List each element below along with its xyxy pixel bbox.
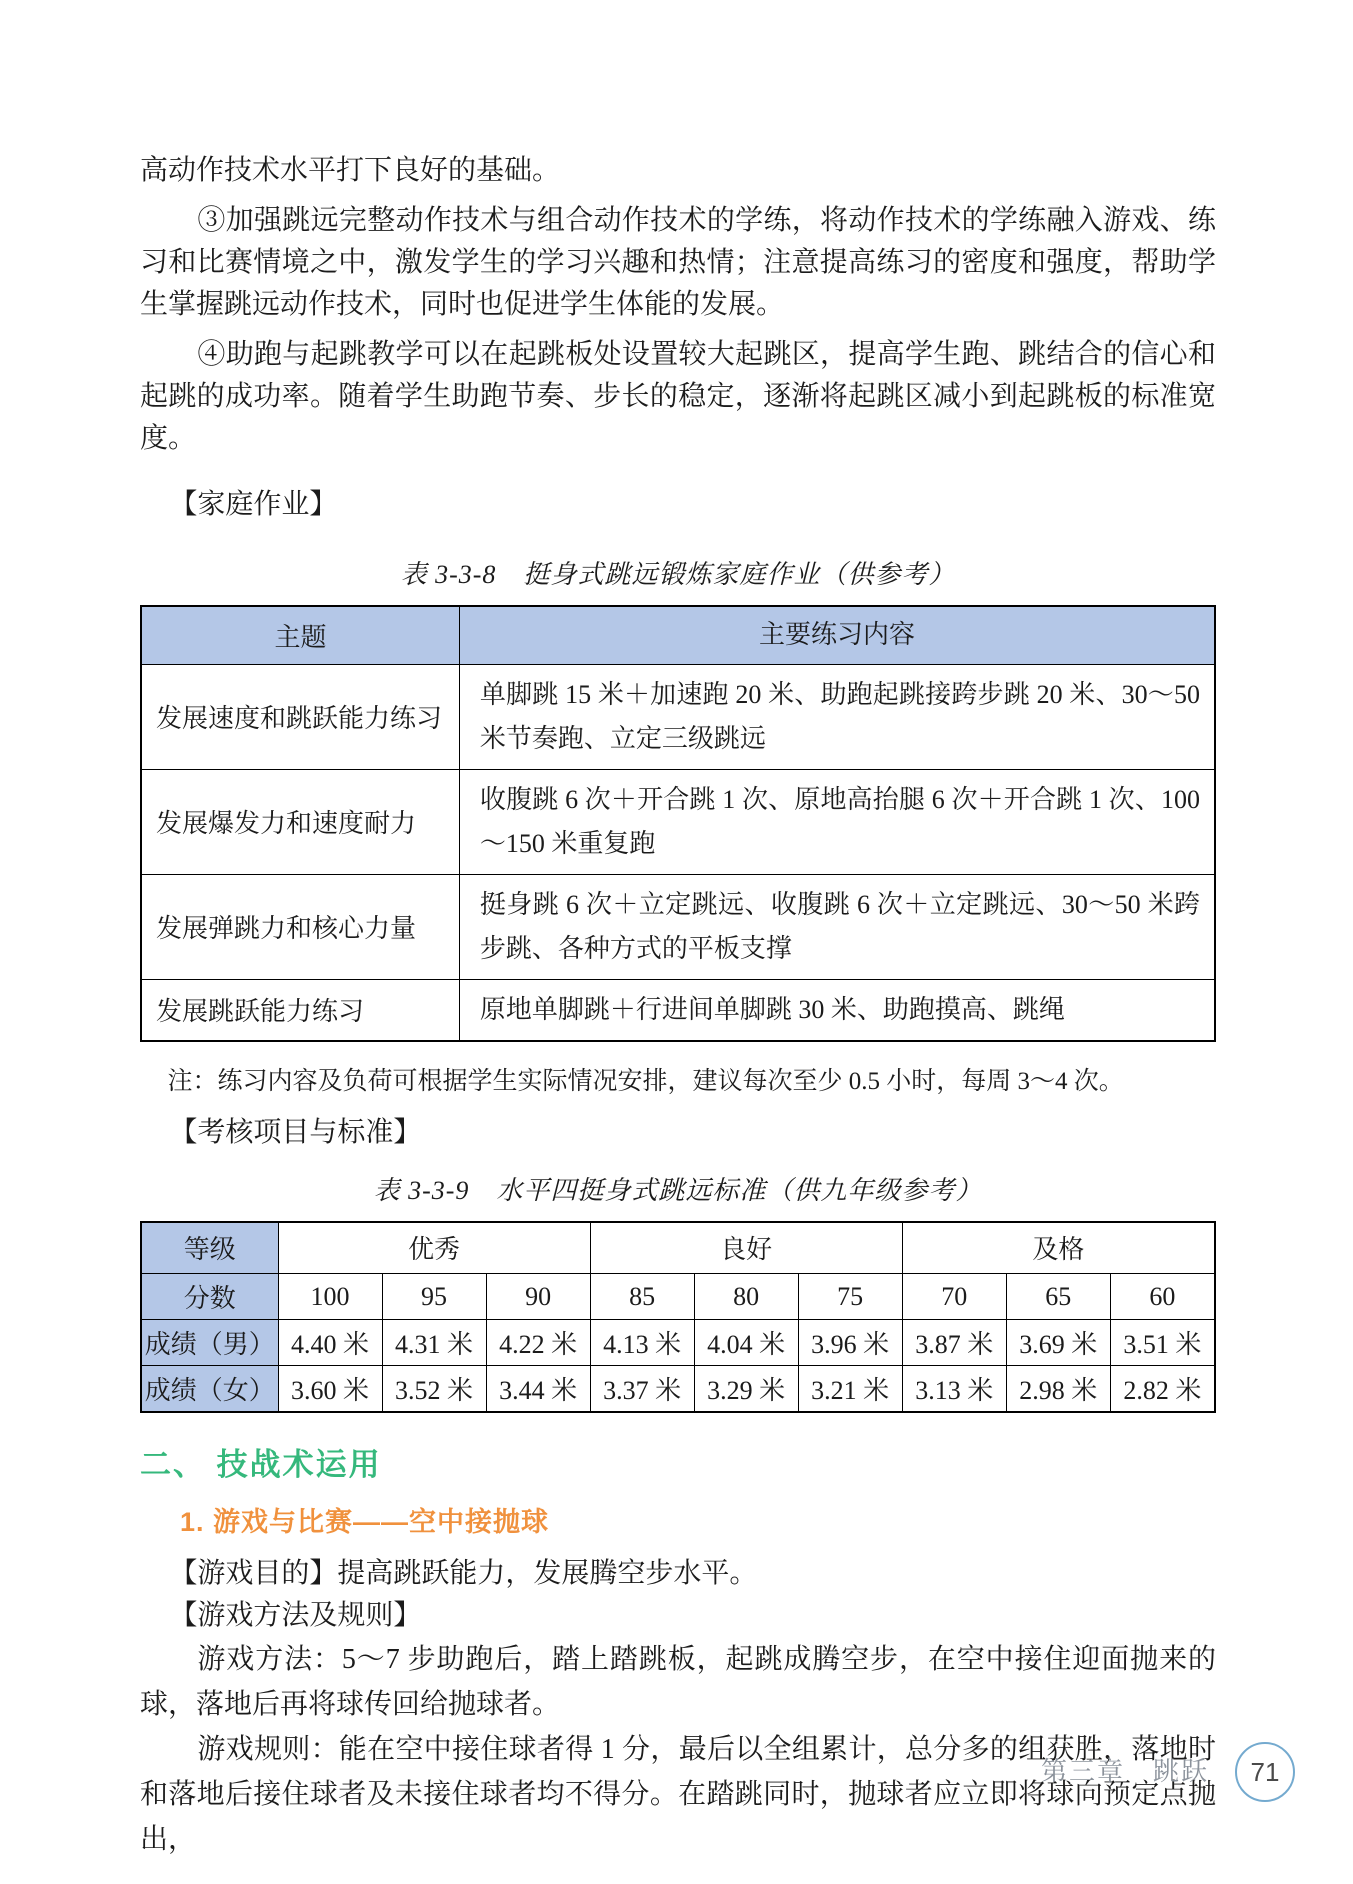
result-cell: 2.98 米 xyxy=(1006,1366,1110,1412)
result-cell: 4.22 米 xyxy=(486,1320,590,1366)
result-cell: 4.13 米 xyxy=(590,1320,694,1366)
assessment-label: 【考核项目与标准】 xyxy=(169,1116,422,1148)
content-cell: 单脚跳 15 米＋加速跑 20 米、助跑起跳接跨步跳 20 米、30～50 米节奏跑、立定三级跳远 xyxy=(459,664,1215,769)
game-method-paragraph: 游戏方法：5～7 步助跑后，踏上踏跳板，起跳成腾空步，在空中接住迎面抛来的球，落地后再将球传回给抛球者。 xyxy=(140,1643,1216,1720)
game-rules-paragraph: 游戏规则：能在空中接住球者得 1 分，最后以全组累计，总分多的组获胜，落地时和落地后接住球者及未接住球者均不得分。在踏跳同时，抛球者应立即将球向预定点抛出， xyxy=(140,1733,1216,1855)
paragraph-continuation: 高动作技术水平打下良好的基础。 xyxy=(140,155,561,186)
result-cell: 3.29 米 xyxy=(694,1366,798,1412)
paragraph-point-3: ③加强跳远完整动作技术与组合动作技术的学练，将动作技术的学练融入游戏、练习和比赛情境之中，激发学生的学习兴趣和热情；注意提高练习的密度和强度，帮助学生掌握跳远动作技术，同时也促进学生体能的发展。 xyxy=(140,205,1216,320)
score-cell: 60 xyxy=(1110,1274,1215,1320)
result-cell: 3.13 米 xyxy=(902,1366,1006,1412)
score-cell: 65 xyxy=(1006,1274,1110,1320)
topic-cell: 发展弹跳力和核心力量 xyxy=(141,874,459,979)
result-cell: 3.51 米 xyxy=(1110,1320,1215,1366)
section-heading-tactics: 二、 技战术运用 xyxy=(140,1446,382,1482)
table1-note: 注：练习内容及负荷可根据学生实际情况安排，建议每次至少 0.5 小时，每周 3～4 次。 xyxy=(167,1067,1124,1095)
grade-group-pass: 及格 xyxy=(902,1222,1215,1274)
table-row xyxy=(141,664,1215,769)
page-number-badge xyxy=(1235,1742,1295,1802)
row-header-female: 成绩（女） xyxy=(141,1366,278,1412)
header-content: 主要练习内容 xyxy=(459,606,1215,664)
content-cell: 原地单脚跳＋行进间单脚跳 30 米、助跑摸高、跳绳 xyxy=(459,979,1215,1041)
grade-group-excellent: 优秀 xyxy=(278,1222,590,1274)
subsection-heading-game: 1. 游戏与比赛——空中接抛球 xyxy=(180,1506,550,1537)
table1-caption: 表 3-3-8 挺身式跳远锻炼家庭作业（供参考） xyxy=(400,560,956,589)
result-cell: 3.96 米 xyxy=(798,1320,902,1366)
homework-table xyxy=(140,605,1216,1042)
table2-caption: 表 3-3-9 水平四挺身式跳远标准（供九年级参考） xyxy=(373,1175,983,1205)
female-result-row xyxy=(141,1366,1215,1412)
result-cell: 3.52 米 xyxy=(382,1366,486,1412)
score-cell: 85 xyxy=(590,1274,694,1320)
standards-table xyxy=(140,1221,1216,1413)
content-cell: 收腹跳 6 次＋开合跳 1 次、原地高抬腿 6 次＋开合跳 1 次、100～150 米重复跑 xyxy=(459,769,1215,874)
row-header-grade: 等级 xyxy=(141,1222,278,1274)
result-cell: 3.44 米 xyxy=(486,1366,590,1412)
topic-cell: 发展速度和跳跃能力练习 xyxy=(141,664,459,769)
page-content xyxy=(140,0,1216,1862)
grade-row xyxy=(141,1222,1215,1274)
result-cell: 3.21 米 xyxy=(798,1366,902,1412)
score-cell: 80 xyxy=(694,1274,798,1320)
result-cell: 3.60 米 xyxy=(278,1366,382,1412)
result-cell: 4.04 米 xyxy=(694,1320,798,1366)
result-cell: 2.82 米 xyxy=(1110,1366,1215,1412)
topic-cell: 发展跳跃能力练习 xyxy=(141,979,459,1041)
content-cell: 挺身跳 6 次＋立定跳远、收腹跳 6 次＋立定跳远、30～50 米跨步跳、各种方式的平板支撑 xyxy=(459,874,1215,979)
page-number: 71 xyxy=(1250,1756,1280,1787)
score-cell: 95 xyxy=(382,1274,486,1320)
table-row xyxy=(141,979,1215,1041)
result-cell: 3.87 米 xyxy=(902,1320,1006,1366)
score-cell: 100 xyxy=(278,1274,382,1320)
result-cell: 4.40 米 xyxy=(278,1320,382,1366)
score-row xyxy=(141,1274,1215,1320)
row-header-male: 成绩（男） xyxy=(141,1320,278,1366)
table-row xyxy=(141,874,1215,979)
grade-group-good: 良好 xyxy=(590,1222,902,1274)
male-result-row xyxy=(141,1320,1215,1366)
result-cell: 3.37 米 xyxy=(590,1366,694,1412)
score-cell: 70 xyxy=(902,1274,1006,1320)
result-cell: 3.69 米 xyxy=(1006,1320,1110,1366)
score-cell: 75 xyxy=(798,1274,902,1320)
chapter-title: 第三章 跳跃 xyxy=(1040,1757,1209,1786)
game-rules-label: 【游戏方法及规则】 xyxy=(169,1599,422,1631)
table-header-row xyxy=(141,606,1215,664)
game-purpose: 【游戏目的】提高跳跃能力，发展腾空步水平。 xyxy=(169,1557,758,1589)
topic-cell: 发展爆发力和速度耐力 xyxy=(141,769,459,874)
score-cell: 90 xyxy=(486,1274,590,1320)
table-row xyxy=(141,769,1215,874)
row-header-score: 分数 xyxy=(141,1274,278,1320)
header-topic: 主题 xyxy=(141,606,459,664)
result-cell: 4.31 米 xyxy=(382,1320,486,1366)
page-footer xyxy=(1041,1742,1295,1802)
homework-label: 【家庭作业】 xyxy=(169,489,338,520)
paragraph-point-4: ④助跑与起跳教学可以在起跳板处设置较大起跳区，提高学生跑、跳结合的信心和起跳的成功率。随着学生助跑节奏、步长的稳定，逐渐将起跳区减小到起跳板的标准宽度。 xyxy=(140,339,1216,454)
